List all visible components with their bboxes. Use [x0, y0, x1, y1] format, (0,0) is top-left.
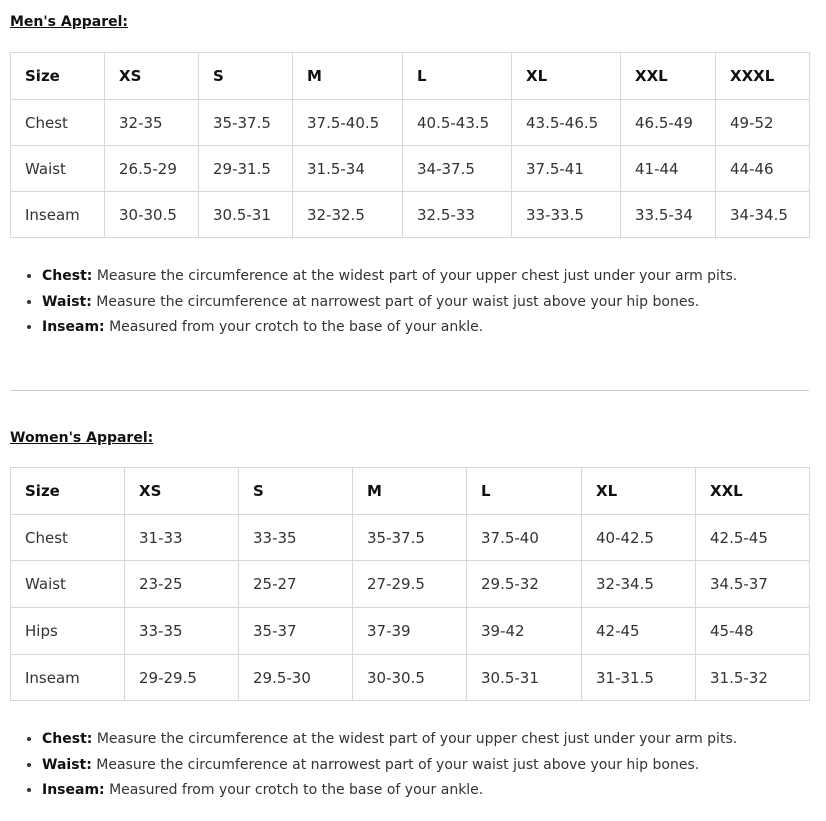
row-label: Waist	[11, 146, 105, 192]
note-text: Measure the circumference at narrowest part of your waist just above your hip bones.	[91, 756, 700, 773]
women-size-table	[10, 467, 810, 701]
note-term: Inseam:	[42, 782, 105, 798]
table-cell: 37-39	[353, 608, 467, 655]
table-cell: 23-25	[125, 561, 239, 608]
table-cell: 33-35	[239, 515, 353, 561]
women-measure-notes	[0, 727, 810, 804]
table-cell: 29.5-30	[239, 655, 353, 701]
table-cell: 44-46	[716, 146, 810, 192]
row-label: Waist	[11, 561, 125, 608]
row-label: Chest	[11, 100, 105, 146]
note-term: Chest:	[42, 731, 93, 747]
note-term: Inseam:	[42, 319, 105, 335]
note-text: Measured from your crotch to the base of your ankle.	[104, 319, 484, 335]
table-cell: 35-37.5	[199, 100, 293, 146]
list-item	[42, 753, 810, 779]
table-cell: 40.5-43.5	[403, 100, 512, 146]
header-cell: L	[467, 468, 582, 515]
table-cell: 33.5-34	[621, 192, 716, 238]
list-item	[42, 264, 810, 290]
list-item	[42, 727, 810, 753]
list-item	[42, 315, 810, 341]
header-cell: XXL	[621, 53, 716, 100]
table-cell: 37.5-40.5	[293, 100, 403, 146]
table-cell: 32.5-33	[403, 192, 512, 238]
table-row	[11, 192, 810, 238]
table-cell: 34-34.5	[716, 192, 810, 238]
table-cell: 33-33.5	[512, 192, 621, 238]
header-cell: XL	[582, 468, 696, 515]
table-cell: 49-52	[716, 100, 810, 146]
table-cell: 31.5-34	[293, 146, 403, 192]
section-divider	[10, 390, 809, 391]
table-row	[11, 515, 810, 561]
table-cell: 39-42	[467, 608, 582, 655]
table-cell: 31-31.5	[582, 655, 696, 701]
table-cell: 37.5-40	[467, 515, 582, 561]
header-cell: M	[293, 53, 403, 100]
women-section-title: Women's Apparel:	[10, 430, 154, 446]
men-size-table	[10, 52, 810, 238]
note-text: Measure the circumference at the widest part of your upper chest just under your arm pits.	[92, 268, 738, 284]
table-row	[11, 561, 810, 608]
table-cell: 32-32.5	[293, 192, 403, 238]
table-cell: 33-35	[125, 608, 239, 655]
table-row	[11, 146, 810, 192]
table-cell: 31-33	[125, 515, 239, 561]
list-item	[42, 778, 810, 804]
table-cell: 41-44	[621, 146, 716, 192]
header-cell: Size	[11, 468, 125, 515]
table-cell: 46.5-49	[621, 100, 716, 146]
table-cell: 32-35	[105, 100, 199, 146]
table-cell: 30.5-31	[199, 192, 293, 238]
note-term: Chest:	[42, 268, 93, 284]
header-cell: S	[239, 468, 353, 515]
table-cell: 27-29.5	[353, 561, 467, 608]
header-cell: XXL	[696, 468, 810, 515]
table-row	[11, 608, 810, 655]
table-cell: 35-37.5	[353, 515, 467, 561]
men-measure-notes	[0, 264, 810, 341]
header-cell: M	[353, 468, 467, 515]
note-text: Measure the circumference at the widest part of your upper chest just under your arm pits.	[92, 731, 738, 747]
row-label: Hips	[11, 608, 125, 655]
table-cell: 25-27	[239, 561, 353, 608]
table-cell: 29.5-32	[467, 561, 582, 608]
table-cell: 30.5-31	[467, 655, 582, 701]
header-cell: L	[403, 53, 512, 100]
table-cell: 43.5-46.5	[512, 100, 621, 146]
row-label: Inseam	[11, 192, 105, 238]
table-cell: 45-48	[696, 608, 810, 655]
table-cell: 37.5-41	[512, 146, 621, 192]
header-cell: XS	[125, 468, 239, 515]
table-cell: 34-37.5	[403, 146, 512, 192]
table-cell: 40-42.5	[582, 515, 696, 561]
note-text: Measure the circumference at narrowest part of your waist just above your hip bones.	[91, 293, 700, 310]
header-cell: XXXL	[716, 53, 810, 100]
men-header-row	[11, 53, 810, 100]
table-cell: 31.5-32	[696, 655, 810, 701]
header-cell: XS	[105, 53, 199, 100]
table-cell: 42.5-45	[696, 515, 810, 561]
header-cell: XL	[512, 53, 621, 100]
table-cell: 32-34.5	[582, 561, 696, 608]
row-label: Chest	[11, 515, 125, 561]
note-term: Waist:	[42, 293, 92, 310]
table-cell: 42-45	[582, 608, 696, 655]
header-cell: S	[199, 53, 293, 100]
men-section-title: Men's Apparel:	[10, 14, 129, 30]
women-header-row	[11, 468, 810, 515]
table-cell: 29-31.5	[199, 146, 293, 192]
table-row	[11, 655, 810, 701]
table-cell: 30-30.5	[353, 655, 467, 701]
note-term: Waist:	[42, 756, 92, 773]
row-label: Inseam	[11, 655, 125, 701]
table-cell: 29-29.5	[125, 655, 239, 701]
table-cell: 30-30.5	[105, 192, 199, 238]
note-text: Measured from your crotch to the base of your ankle.	[104, 782, 484, 798]
table-cell: 34.5-37	[696, 561, 810, 608]
header-cell: Size	[11, 53, 105, 100]
table-cell: 35-37	[239, 608, 353, 655]
table-cell: 26.5-29	[105, 146, 199, 192]
list-item	[42, 290, 810, 316]
table-row	[11, 100, 810, 146]
